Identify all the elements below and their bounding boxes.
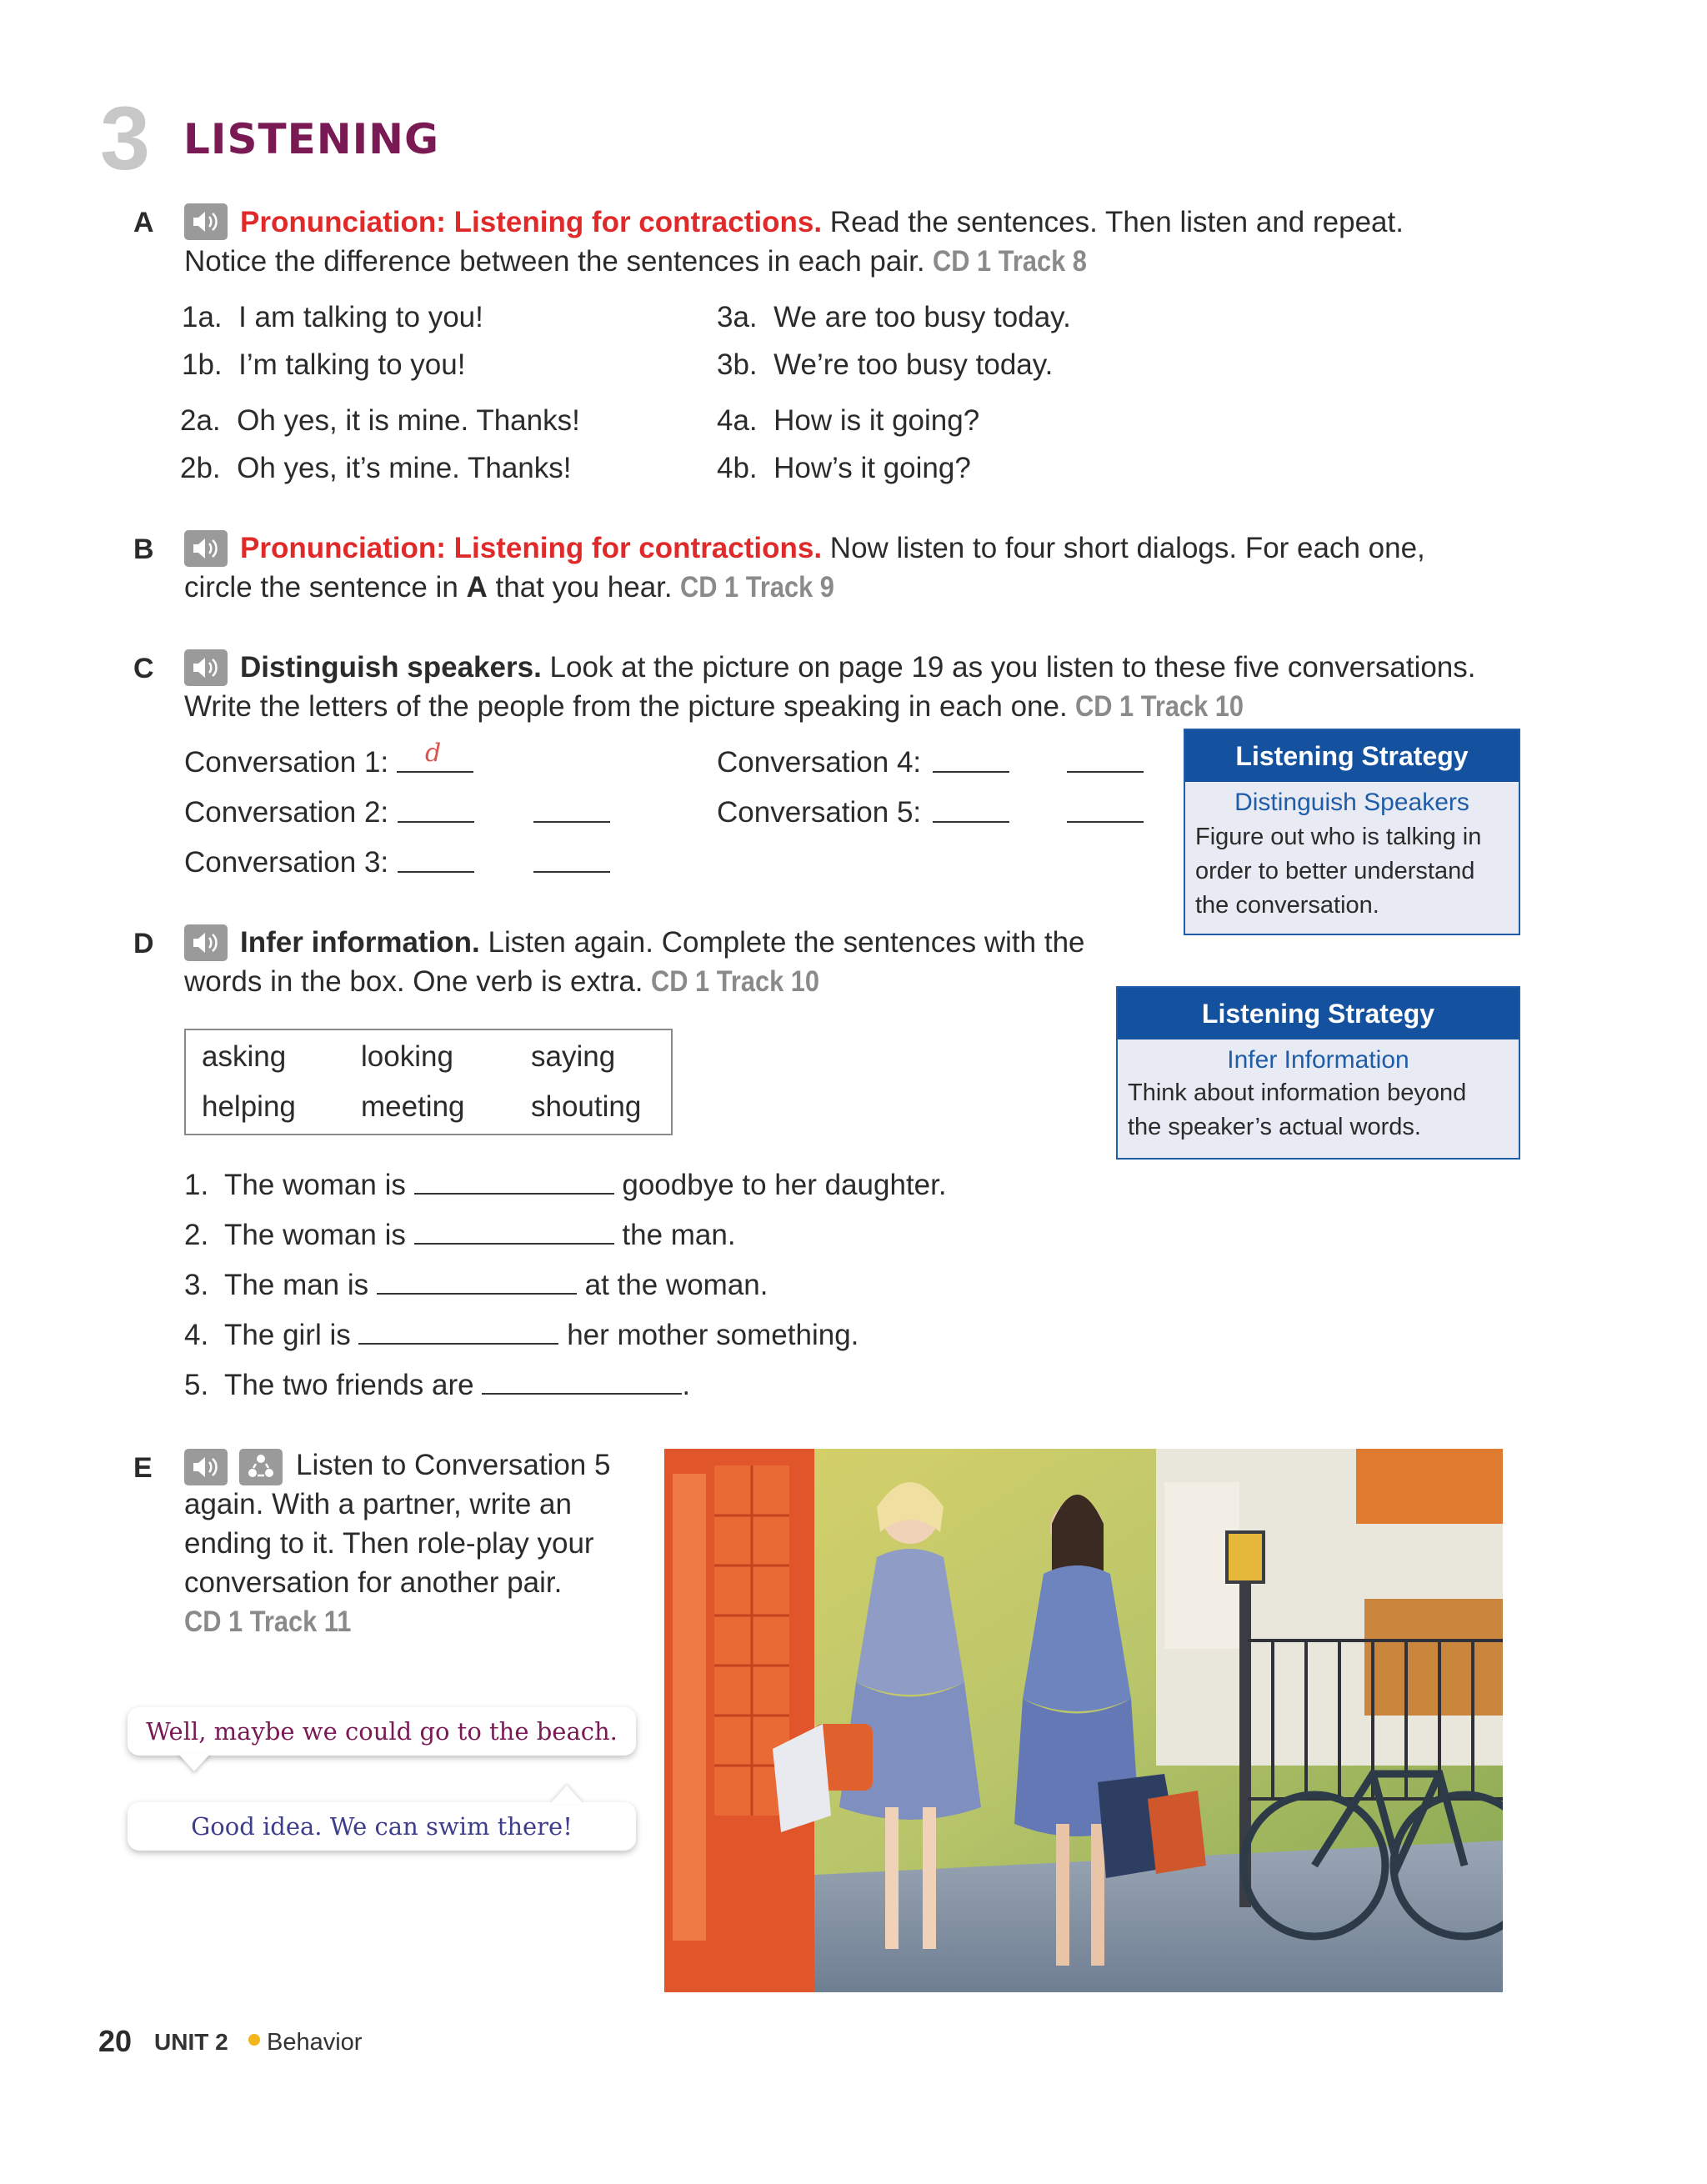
exercise-b-track: CD 1 Track 9 <box>680 571 835 604</box>
sentence-4a: 4a. How is it going? <box>717 404 980 437</box>
exercise-e-line: Listen to Conversation 5 <box>296 1449 611 1481</box>
example-answer: d <box>425 739 442 768</box>
exercise-c-heading: Distinguish speakers. <box>240 651 542 684</box>
exercise-c-track: CD 1 Track 10 <box>1075 690 1244 723</box>
word-option: helping <box>202 1090 296 1123</box>
strategy-header: Listening Strategy <box>1118 988 1519 1039</box>
strategy-body-line: order to better understand <box>1195 858 1475 884</box>
answer-blank[interactable] <box>358 1342 558 1345</box>
sentence-1a: 1a. I am talking to you! <box>182 301 483 333</box>
conversation-5-blank-2[interactable] <box>1067 821 1144 823</box>
listening-strategy-box-distinguish <box>1184 729 1520 935</box>
sentence-4b: 4b. How’s it going? <box>717 452 971 484</box>
exercise-a-letter: A <box>133 207 154 238</box>
conversation-5-blank-1[interactable] <box>933 821 1009 823</box>
exercise-e-line: ending to it. Then role-play your <box>184 1527 594 1560</box>
photo-two-women-shopping <box>664 1449 1503 1992</box>
speech-bubble-2: Good idea. We can swim there! <box>128 1802 636 1851</box>
conversation-3-blank-1[interactable] <box>398 871 474 873</box>
strategy-header: Listening Strategy <box>1185 730 1519 782</box>
conversation-3-blank-2[interactable] <box>533 871 610 873</box>
conversation-4-blank-2[interactable] <box>1067 771 1144 773</box>
sentence-3b: 3b. We’re too busy today. <box>717 348 1054 381</box>
completion-item-2: 2. The woman is the man. <box>184 1219 736 1251</box>
completion-item-3: 3. The man is at the woman. <box>184 1269 768 1301</box>
exercise-d-text1: Listen again. Complete the sentences with the <box>479 926 1085 959</box>
completion-item-1: 1. The woman is goodbye to her daughter. <box>184 1169 947 1201</box>
section-number: 3 <box>100 88 151 188</box>
strategy-body-line: Think about information beyond <box>1128 1079 1467 1106</box>
word-option: looking <box>361 1040 453 1073</box>
conversation-2-label: Conversation 2: <box>184 796 389 829</box>
exercise-d-track: CD 1 Track 10 <box>651 965 820 998</box>
answer-blank[interactable] <box>377 1292 577 1295</box>
exercise-d-letter: D <box>133 928 154 959</box>
conversation-1-blank-1[interactable] <box>397 771 473 773</box>
section-title: LISTENING <box>183 115 440 163</box>
conversation-1-label: Conversation 1: <box>184 746 389 779</box>
unit-topic: Behavior <box>267 2029 363 2056</box>
exercise-a-instructions <box>184 203 1559 281</box>
exercise-d-heading: Infer information. <box>240 926 480 959</box>
sentence-1b: 1b. I’m talking to you! <box>182 348 466 381</box>
exercise-b-heading: Pronunciation: Listening for contractions. <box>240 532 823 564</box>
exercise-a-text1: Read the sentences. Then listen and repeat. <box>822 206 1404 238</box>
page-number: 20 <box>98 2024 133 2058</box>
exercise-b-text2a: circle the sentence in <box>184 571 467 604</box>
speech-bubble-2-tail <box>550 1786 583 1804</box>
conversation-2-blank-1[interactable] <box>398 821 474 823</box>
word-option: meeting <box>361 1090 465 1123</box>
conversation-4-label: Conversation 4: <box>717 746 922 779</box>
answer-blank[interactable] <box>414 1242 614 1245</box>
speech-bubble-1: Well, maybe we could go to the beach. <box>128 1707 636 1756</box>
exercise-b-text1: Now listen to four short dialogs. For each one, <box>822 532 1425 564</box>
unit-label: UNIT 2 <box>154 2029 228 2055</box>
exercise-a-track: CD 1 Track 8 <box>933 245 1088 278</box>
word-option: shouting <box>531 1090 642 1123</box>
sentence-2b: 2b. Oh yes, it’s mine. Thanks! <box>180 452 572 484</box>
exercise-e-letter: E <box>133 1452 153 1484</box>
word-option: asking <box>202 1040 287 1073</box>
exercise-e-track: CD 1 Track 11 <box>184 1605 352 1638</box>
exercise-b-ref: A <box>466 571 488 604</box>
exercise-a-text2: Notice the difference between the sentences in each pair. <box>184 245 925 278</box>
exercise-e-line: again. With a partner, write an <box>184 1488 572 1520</box>
conversation-3-label: Conversation 3: <box>184 846 389 879</box>
exercise-e-line: conversation for another pair. <box>184 1566 563 1599</box>
conversation-5-label: Conversation 5: <box>717 796 922 829</box>
sentence-2a: 2a. Oh yes, it is mine. Thanks! <box>180 404 580 437</box>
word-option: saying <box>531 1040 616 1073</box>
exercise-e-instructions <box>184 1445 651 1641</box>
exercise-c-text2: Write the letters of the people from the picture speaking in each one. <box>184 690 1068 723</box>
exercise-b-text2b: that you hear. <box>487 571 673 604</box>
strategy-body-line: Figure out who is talking in <box>1195 824 1482 850</box>
exercise-b-letter: B <box>133 533 154 565</box>
completion-item-4: 4. The girl is her mother something. <box>184 1319 859 1351</box>
exercise-d-instructions <box>184 923 1126 1001</box>
strategy-body-line: the conversation. <box>1195 892 1379 919</box>
conversation-2-blank-2[interactable] <box>533 821 610 823</box>
strategy-body-line: the speaker’s actual words. <box>1128 1114 1421 1140</box>
sentence-3a: 3a. We are too busy today. <box>717 301 1071 333</box>
exercise-c-letter: C <box>133 653 154 684</box>
completion-item-5: 5. The two friends are . <box>184 1369 691 1401</box>
exercise-c-instructions <box>184 648 1559 726</box>
strategy-subtitle: Infer Information <box>1227 1046 1409 1074</box>
answer-blank[interactable] <box>414 1192 614 1195</box>
answer-blank[interactable] <box>482 1392 682 1395</box>
speech-bubble-1-tail <box>178 1753 211 1771</box>
word-box <box>184 1029 673 1135</box>
exercise-a-heading: Pronunciation: Listening for contractions. <box>240 206 823 238</box>
bullet-dot-icon <box>248 2034 260 2046</box>
exercise-c-text1: Look at the picture on page 19 as you listen to these five conversations. <box>541 651 1476 684</box>
exercise-b-instructions <box>184 528 1559 607</box>
exercise-d-text2: words in the box. One verb is extra. <box>184 965 643 998</box>
conversation-4-blank-1[interactable] <box>933 771 1009 773</box>
strategy-subtitle: Distinguish Speakers <box>1234 789 1469 816</box>
listening-strategy-box-infer <box>1116 986 1520 1160</box>
